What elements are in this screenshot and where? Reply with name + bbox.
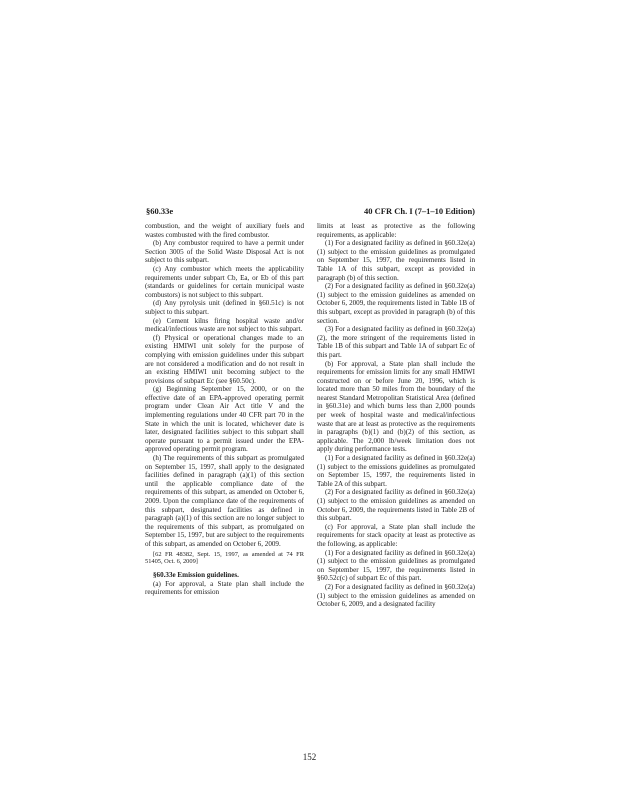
paragraph: (2) For a designated facility as defined in §60.32e(a)(1) subject to the emission guidelines as amended on October 6, 2009, the requirements listed in Table 2B of this subpart. <box>317 488 475 523</box>
paragraph: combustion, and the weight of auxiliary fuels and wastes combusted with the fired combustor. <box>145 222 304 239</box>
cfr-title-header: 40 CFR Ch. I (7–1–10 Edition) <box>364 206 475 216</box>
paragraph: (g) Beginning September 15, 2000, or on the effective date of an EPA-approved operating permit program under Clean Air Act title V and the implementing regulations under 40 CFR part 70 in the State in which the unit is located, whichever date is later, designated facilities subject to this subpart shall operate pursuant to a permit issued under the EPA-approved operating permit program. <box>145 385 304 454</box>
paragraph: limits at least as protective as the following requirements, as applicable: <box>317 222 475 239</box>
section-heading: §60.33e Emission guidelines. <box>153 571 239 580</box>
left-text-column <box>145 222 304 752</box>
paragraph: (b) For approval, a State plan shall include the requirements for emission limits for any small HMIWI constructed on or before June 20, 1996, which is located more than 50 miles from the boundary of the nearest Standard Metropolitan Statistical Area (defined in §60.31e) and which burns less than 2,000 pounds per week of hospital waste and medical/infectious waste that are at least as protective as the requirements in paragraphs (b)(1) and (b)(2) of this section, as applicable. The 2,000 lb/week limitation does not apply during performance tests. <box>317 359 475 454</box>
page-number: 152 <box>302 752 317 762</box>
paragraph: (1) For a designated facility as defined in §60.32e(a)(1) subject to the emission guidelines as promulgated on September 15, 1997, the requirements listed in Table 1A of this subpart, except as provided in paragraph (b) of this section. <box>317 239 475 282</box>
paragraph: (2) For a designated facility as defined in §60.32e(a)(1) subject to the emission guidelines as amended on October 6, 2009, and a designated facility <box>317 582 475 609</box>
section-header: §60.33e <box>146 206 174 216</box>
source-note: [62 FR 48382, Sept. 15, 1997, as amended at 74 FR 51405, Oct. 6, 2009] <box>145 550 304 566</box>
paragraph: (f) Physical or operational changes made to an existing HMIWI unit solely for the purpose of complying with emission guidelines under this subpart are not considered a modification and do not result in an existing HMIWI unit becoming subject to the provisions of subpart Ec (see §60.50c). <box>145 333 304 385</box>
paragraph: (2) For a designated facility as defined in §60.32e(a)(1) subject to the emission guidelines as amended on October 6, 2009, the requirements listed in Table 1B of this subpart, except as provided in paragraph (b) of this section. <box>317 282 475 325</box>
paragraph: (d) Any pyrolysis unit (defined in §60.51c) is not subject to this subpart. <box>145 299 304 316</box>
paragraph: (1) For a designated facility as defined in §60.32e(a)(1) subject to the emissions guidelines as promulgated on September 15, 1997, the requirements listed in Table 2A of this subpart. <box>317 454 475 488</box>
paragraph: (h) The requirements of this subpart as promulgated on September 15, 1997, shall apply to the designated facilities defined in paragraph (a)(1) of this section until the applicable compliance date of the requirements of this subpart, as amended on October 6, 2009. Upon the compliance date of the requirements of this subpart, designated facilities as defined in paragraph (a)(1) of this section are no longer subject to the requirements of this subpart, as promulgated on September 15, 1997, but are subject to the requirements of this subpart, as amended on October 6, 2009. <box>145 454 304 548</box>
paragraph: (c) Any combustor which meets the applicability requirements under subpart Cb, Ea, or Eb of this part (standards or guidelines for certain municipal waste combustors) is not subject to this subpart. <box>145 264 304 299</box>
right-text-column <box>317 222 475 752</box>
paragraph: (3) For a designated facility as defined in §60.32e(a)(2), the more stringent of the requirements listed in Table 1B of this subpart and Table 1A of subpart Ec of this part. <box>317 325 475 359</box>
paragraph: (b) Any combustor required to have a permit under Section 3005 of the Solid Waste Disposal Act is not subject to this subpart. <box>145 239 304 265</box>
paragraph: (1) For a designated facility as defined in §60.32e(a)(1) subject to the emission guidelines as promulgated on September 15, 1997, the requirements listed in §60.52c(c) of subpart Ec of this part. <box>317 548 475 583</box>
paragraph: (a) For approval, a State plan shall include the requirements for emission <box>145 579 304 597</box>
paragraph: (e) Cement kilns firing hospital waste and/or medical/infectious waste are not subject to this subpart. <box>145 316 304 334</box>
paragraph: (c) For approval, a State plan shall include the requirements for stack opacity at least as protective as the following, as applicable: <box>317 522 475 548</box>
